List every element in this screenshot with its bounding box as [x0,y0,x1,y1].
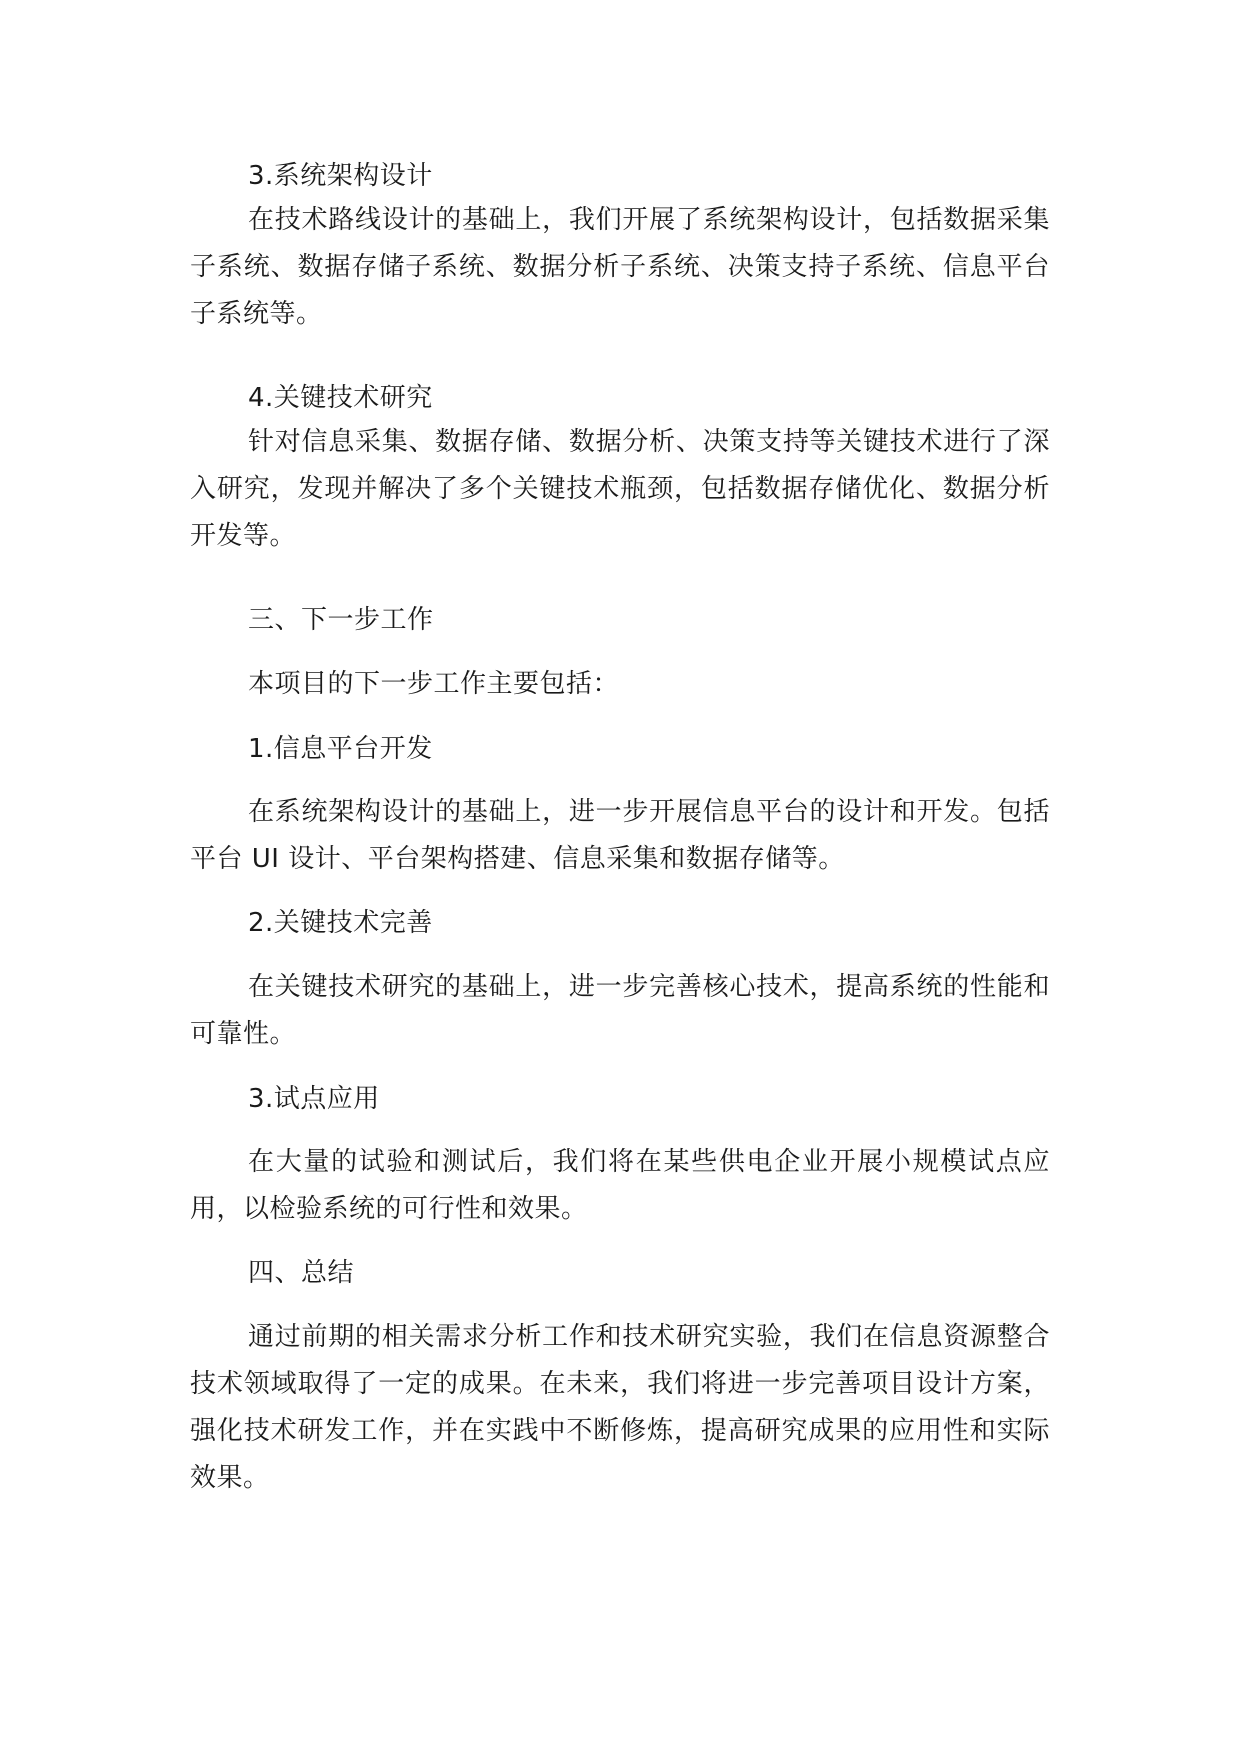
next-steps-intro: 本项目的下一步工作主要包括： [248,669,620,699]
section-heading-system-architecture: 3.系统架构设计 [248,161,433,191]
section-heading-key-tech-improvement: 2.关键技术完善 [248,908,433,938]
paragraph-platform-development: 在系统架构设计的基础上，进一步开展信息平台的设计和开发。包括平台 UI 设计、平台架构搭建、信息采集和数据存储等。 [190,797,1050,874]
section-heading-next-steps: 三、下一步工作 [248,605,434,635]
paragraph-key-tech-improvement: 在关键技术研究的基础上，进一步完善核心技术，提高系统的性能和可靠性。 [190,972,1050,1049]
section-heading-platform-development: 1.信息平台开发 [248,734,433,764]
paragraph-key-tech-research: 针对信息采集、数据存储、数据分析、决策支持等关键技术进行了深入研究，发现并解决了多个关键技术瓶颈，包括数据存储优化、数据分析开发等。 [190,427,1050,551]
section-heading-summary: 四、总结 [248,1258,355,1288]
paragraph-summary: 通过前期的相关需求分析工作和技术研究实验，我们在信息资源整合技术领域取得了一定的成果。在未来，我们将进一步完善项目设计方案，强化技术研发工作，并在实践中不断修炼，提高研究成果的应用性和实际效果。 [190,1322,1050,1493]
paragraph-pilot-application: 在大量的试验和测试后，我们将在某些供电企业开展小规模试点应用，以检验系统的可行性和效果。 [190,1147,1050,1224]
section-heading-pilot-application: 3.试点应用 [248,1084,380,1114]
paragraph-system-architecture: 在技术路线设计的基础上，我们开展了系统架构设计，包括数据采集子系统、数据存储子系统、数据分析子系统、决策支持子系统、信息平台子系统等。 [190,205,1050,329]
section-heading-key-tech-research: 4.关键技术研究 [248,383,433,413]
